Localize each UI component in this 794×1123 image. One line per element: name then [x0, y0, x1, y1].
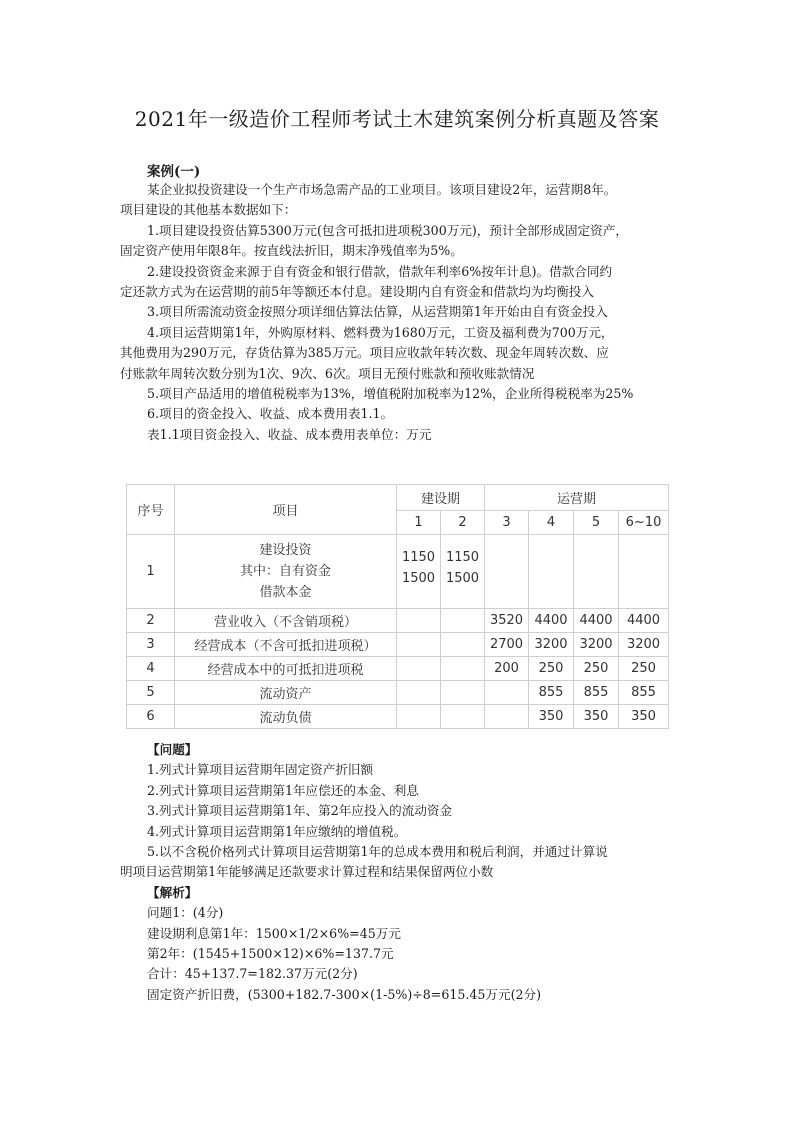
cell-seq: 3: [127, 633, 175, 657]
cell-value: 855: [619, 681, 669, 705]
cell-seq: 5: [127, 681, 175, 705]
cell-value: 350: [619, 705, 669, 729]
value-line: 1150: [445, 550, 480, 565]
intro-line: 某企业拟投资建设一个生产市场急需产品的工业项目。该项目建设2年，运营期8年。: [147, 182, 617, 197]
header-year: 3: [485, 511, 529, 535]
header-seq: 序号: [127, 485, 175, 535]
intro-line: 4.项目运营期第1年，外购原材料、燃料费为1680万元，工资及福利费为700万元，: [147, 324, 614, 340]
item-line: 建设投资: [259, 543, 312, 558]
analysis-line: 问题1：(4分): [147, 905, 224, 921]
cell-value: [574, 535, 619, 609]
analysis-heading: 【解析】: [147, 884, 198, 900]
cell-value: [485, 535, 529, 609]
table-row: [127, 609, 669, 633]
question-line: 5.以不含税价格列式计算项目运营期第1年的总成本费用和税后利润，并通过计算说: [147, 844, 608, 860]
cell-value: 350: [574, 705, 619, 729]
cell-value: 350: [529, 705, 574, 729]
cell-value: 4400: [574, 609, 619, 633]
question-line: 1.列式计算项目运营期年固定资产折旧额: [147, 762, 374, 778]
cell-item: [175, 535, 397, 609]
investment-table: [126, 484, 668, 729]
cell-value: 250: [619, 657, 669, 681]
cell-item: 流动资产: [175, 681, 397, 705]
question-line: 4.列式计算项目运营期第1年应缴纳的增值税。: [147, 823, 407, 839]
value-line: 1500: [401, 571, 436, 586]
cell-value: [397, 681, 441, 705]
cell-item: 营业收入（不含销项税）: [175, 609, 397, 633]
cell-value: [441, 657, 485, 681]
intro-line: 其他费用为290万元，存货估算为385万元。项目应收款年转次数、现金年周转次数、应: [120, 345, 609, 361]
question-line: 明项目运营期第1年能够满足还款要求计算过程和结果保留两位小数: [120, 864, 494, 880]
cell-value: [441, 633, 485, 657]
intro-line: 6.项目的资金投入、收益、成本费用表1.1。: [147, 406, 394, 422]
cell-value: [441, 609, 485, 633]
cell-value: [619, 535, 669, 609]
intro-line: 项目建设的其他基本数据如下：: [120, 202, 297, 218]
intro-line: 定还款方式为在运营期的前5年等额还本付息。建设期内自有资金和借款均为均衡投入: [120, 284, 594, 300]
cell-value: 2700: [485, 633, 529, 657]
cell-value: 3200: [529, 633, 574, 657]
cell-item: 流动负债: [175, 705, 397, 729]
cell-item: 经营成本中的可抵扣进项税: [175, 657, 397, 681]
intro-line: 2.建设投资资金来源于自有资金和银行借款，借款年利率6%按年计息)。借款合同约: [147, 263, 613, 279]
header-operation-period: 运营期: [485, 485, 669, 511]
intro-line: 固定资产使用年限8年。按直线法折旧，期末净残值率为5%。: [120, 243, 463, 259]
table-row: [127, 633, 669, 657]
cell-value: 250: [529, 657, 574, 681]
cell-value: [441, 705, 485, 729]
cell-value: 4400: [529, 609, 574, 633]
cell-value: [397, 535, 441, 609]
header-year: 5: [574, 511, 619, 535]
case-heading: 案例(一): [147, 164, 201, 180]
cell-value: [397, 633, 441, 657]
header-year: 1: [397, 511, 441, 535]
cell-value: 250: [574, 657, 619, 681]
value-line: 1150: [401, 550, 436, 565]
table-row: [127, 657, 669, 681]
cell-value: 200: [485, 657, 529, 681]
cell-value: [485, 705, 529, 729]
questions-and-analysis: [120, 740, 700, 1005]
header-construction-period: 建设期: [397, 485, 485, 511]
question-line: 2.列式计算项目运营期第1年应偿还的本金、利息: [147, 782, 419, 798]
cell-seq: 1: [127, 535, 175, 609]
cell-value: 855: [529, 681, 574, 705]
cell-value: [441, 681, 485, 705]
intro-line: 3.项目所需流动资金按照分项详细估算法估算，从运营期第1年开始由自有资金投入: [147, 304, 608, 320]
case-intro: [120, 180, 690, 445]
cell-value: [397, 657, 441, 681]
table-row: [127, 705, 669, 729]
cell-value: 855: [574, 681, 619, 705]
intro-line: 付账款年周转次数分别为1次、9次、6次。项目无预付账款和预收账款情况: [120, 365, 535, 381]
cell-value: [485, 681, 529, 705]
table-row: [127, 535, 669, 609]
analysis-line: 固定资产折旧费，(5300+182.7-300×(1-5%)÷8=615.45万元(2分): [147, 986, 542, 1002]
table-row: [127, 681, 669, 705]
analysis-line: 第2年：(1545+1500×12)×6%=137.7元: [147, 946, 394, 962]
cell-seq: 6: [127, 705, 175, 729]
table-caption: 表1.1项目资金投入、收益、成本费用表单位：万元: [147, 426, 432, 442]
intro-line: 1.项目建设投资估算5300万元(包含可抵扣进项税300万元)，预计全部形成固定资产，: [147, 222, 628, 238]
cell-value: [397, 705, 441, 729]
cell-value: 3200: [574, 633, 619, 657]
cell-value: 4400: [619, 609, 669, 633]
value-line: 1500: [445, 571, 480, 586]
item-line: 借款本金: [259, 585, 312, 600]
item-line: 其中：自有资金: [239, 564, 331, 579]
header-year: 4: [529, 511, 574, 535]
cell-item: 经营成本（不含可抵扣进项税）: [175, 633, 397, 657]
analysis-line: 建设期利息第1年：1500×1/2×6%=45万元: [147, 925, 401, 941]
header-year: 6~10: [619, 511, 669, 535]
question-line: 3.列式计算项目运营期第1年、第2年应投入的流动资金: [147, 803, 453, 819]
cell-seq: 2: [127, 609, 175, 633]
header-item: 项目: [175, 485, 397, 535]
cell-value: [441, 535, 485, 609]
questions-heading: 【问题】: [147, 742, 198, 757]
cell-value: [397, 609, 441, 633]
cell-seq: 4: [127, 657, 175, 681]
cell-value: 3520: [485, 609, 529, 633]
cell-value: 3200: [619, 633, 669, 657]
page-title: 2021年一级造价工程师考试土木建筑案例分析真题及答案: [134, 107, 660, 131]
analysis-line: 合计：45+137.7=182.37万元(2分): [147, 966, 358, 982]
cell-value: [529, 535, 574, 609]
intro-line: 5.项目产品适用的增值税税率为13%，增值税附加税率为12%，企业所得税税率为25%: [147, 386, 634, 402]
header-year: 2: [441, 511, 485, 535]
